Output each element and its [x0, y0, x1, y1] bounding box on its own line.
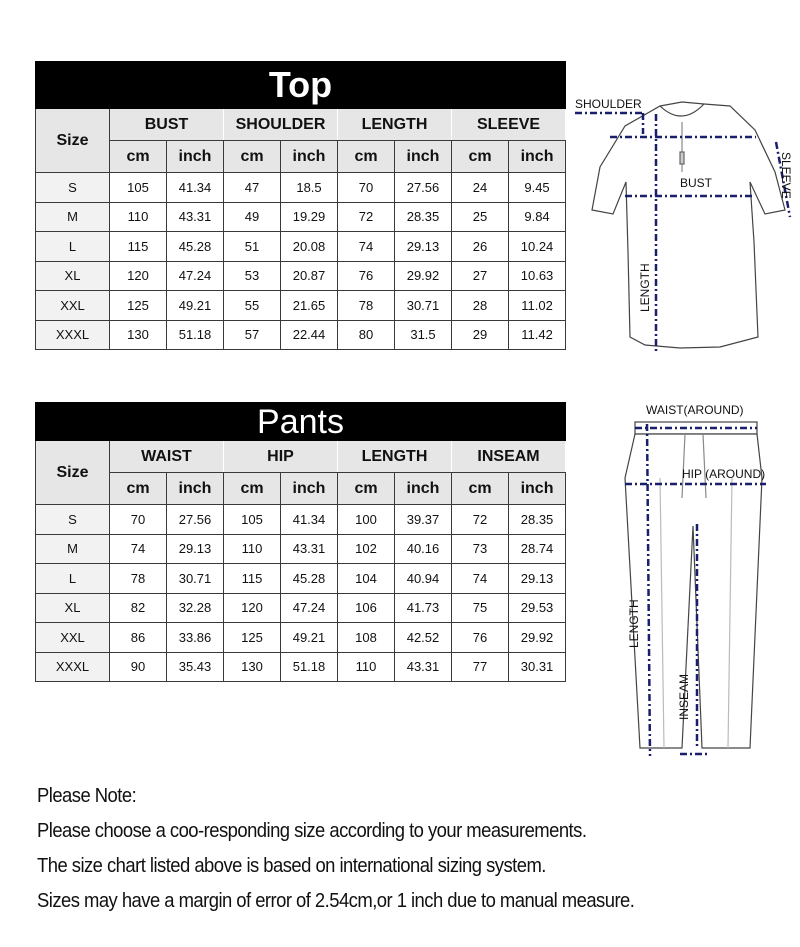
column-header-waist: WAIST	[110, 441, 224, 473]
value-cell: 32.28	[167, 593, 224, 623]
size-cell: M	[36, 202, 110, 232]
value-cell: 102	[338, 534, 395, 564]
value-cell: 78	[338, 291, 395, 321]
pants-size-table	[35, 402, 566, 682]
pants-table-title: Pants	[36, 403, 566, 441]
note-line: Sizes may have a margin of error of 2.54cm,or 1 inch due to manual measure.	[37, 889, 635, 912]
value-cell: 27.56	[167, 505, 224, 535]
value-cell: 80	[338, 320, 395, 350]
column-header-sleeve: SLEEVE	[452, 109, 566, 141]
value-cell: 22.44	[281, 320, 338, 350]
value-cell: 30.31	[509, 652, 566, 682]
value-cell: 28.35	[509, 505, 566, 535]
value-cell: 40.16	[395, 534, 452, 564]
value-cell: 57	[224, 320, 281, 350]
value-cell: 100	[338, 505, 395, 535]
value-cell: 9.84	[509, 202, 566, 232]
value-cell: 29	[452, 320, 509, 350]
table-row	[36, 564, 566, 594]
value-cell: 110	[110, 202, 167, 232]
value-cell: 47.24	[167, 261, 224, 291]
top-table-body	[36, 173, 566, 350]
table-row	[36, 291, 566, 321]
value-cell: 51	[224, 232, 281, 262]
value-cell: 31.5	[395, 320, 452, 350]
value-cell: 30.71	[167, 564, 224, 594]
value-cell: 77	[452, 652, 509, 682]
table-row	[36, 173, 566, 203]
value-cell: 29.92	[509, 623, 566, 653]
value-cell: 74	[110, 534, 167, 564]
value-cell: 78	[110, 564, 167, 594]
value-cell: 49.21	[167, 291, 224, 321]
notes-heading: Please Note:	[37, 784, 137, 807]
value-cell: 74	[338, 232, 395, 262]
value-cell: 105	[110, 173, 167, 203]
value-cell: 35.43	[167, 652, 224, 682]
value-cell: 20.08	[281, 232, 338, 262]
value-cell: 51.18	[167, 320, 224, 350]
value-cell: 11.42	[509, 320, 566, 350]
value-cell: 53	[224, 261, 281, 291]
value-cell: 72	[338, 202, 395, 232]
unit-header: inch	[281, 141, 338, 173]
value-cell: 26	[452, 232, 509, 262]
pants-measurement-diagram	[600, 398, 800, 760]
table-row	[36, 261, 566, 291]
value-cell: 29.53	[509, 593, 566, 623]
value-cell: 76	[338, 261, 395, 291]
value-cell: 130	[224, 652, 281, 682]
value-cell: 29.13	[167, 534, 224, 564]
value-cell: 43.31	[281, 534, 338, 564]
shirt-measurement-diagram	[570, 92, 800, 362]
unit-header: inch	[167, 473, 224, 505]
value-cell: 20.87	[281, 261, 338, 291]
value-cell: 9.45	[509, 173, 566, 203]
size-cell: M	[36, 534, 110, 564]
table-row	[36, 623, 566, 653]
column-header-bust: BUST	[110, 109, 224, 141]
value-cell: 110	[224, 534, 281, 564]
value-cell: 74	[452, 564, 509, 594]
inseam-label: INSEAM	[677, 673, 691, 720]
value-cell: 28.35	[395, 202, 452, 232]
value-cell: 27	[452, 261, 509, 291]
value-cell: 33.86	[167, 623, 224, 653]
value-cell: 43.31	[395, 652, 452, 682]
value-cell: 76	[452, 623, 509, 653]
value-cell: 49	[224, 202, 281, 232]
unit-header: inch	[281, 473, 338, 505]
size-cell: XXL	[36, 291, 110, 321]
pants-table-body	[36, 505, 566, 682]
sleeve-label: SLEEVE	[779, 152, 793, 199]
value-cell: 115	[110, 232, 167, 262]
note-line: Please choose a coo-responding size according to your measurements.	[37, 819, 587, 842]
value-cell: 41.34	[167, 173, 224, 203]
shoulder-label: SHOULDER	[575, 97, 642, 111]
value-cell: 70	[110, 505, 167, 535]
size-cell: XXXL	[36, 320, 110, 350]
value-cell: 29.13	[395, 232, 452, 262]
unit-header: inch	[509, 141, 566, 173]
top-size-table	[35, 61, 566, 350]
length-label: LENGTH	[638, 263, 652, 312]
size-header: Size	[36, 441, 110, 505]
unit-header: cm	[224, 141, 281, 173]
value-cell: 30.71	[395, 291, 452, 321]
size-cell: XL	[36, 261, 110, 291]
value-cell: 10.24	[509, 232, 566, 262]
unit-header: cm	[338, 141, 395, 173]
table-row	[36, 505, 566, 535]
value-cell: 72	[452, 505, 509, 535]
unit-header: cm	[452, 473, 509, 505]
unit-header: cm	[110, 473, 167, 505]
table-row	[36, 534, 566, 564]
column-header-length: LENGTH	[338, 441, 452, 473]
value-cell: 27.56	[395, 173, 452, 203]
unit-header: inch	[395, 141, 452, 173]
value-cell: 19.29	[281, 202, 338, 232]
notes-section	[37, 778, 634, 918]
size-cell: S	[36, 505, 110, 535]
value-cell: 90	[110, 652, 167, 682]
unit-header: cm	[452, 141, 509, 173]
size-cell: S	[36, 173, 110, 203]
size-cell: XXL	[36, 623, 110, 653]
unit-header: cm	[338, 473, 395, 505]
column-header-length: LENGTH	[338, 109, 452, 141]
value-cell: 24	[452, 173, 509, 203]
bust-label: BUST	[680, 176, 713, 190]
value-cell: 125	[110, 291, 167, 321]
value-cell: 21.65	[281, 291, 338, 321]
value-cell: 82	[110, 593, 167, 623]
value-cell: 120	[224, 593, 281, 623]
value-cell: 130	[110, 320, 167, 350]
value-cell: 110	[338, 652, 395, 682]
unit-header: inch	[395, 473, 452, 505]
unit-header: cm	[110, 141, 167, 173]
value-cell: 29.13	[509, 564, 566, 594]
table-row	[36, 320, 566, 350]
value-cell: 86	[110, 623, 167, 653]
value-cell: 45.28	[167, 232, 224, 262]
value-cell: 40.94	[395, 564, 452, 594]
table-row	[36, 202, 566, 232]
value-cell: 106	[338, 593, 395, 623]
value-cell: 55	[224, 291, 281, 321]
value-cell: 75	[452, 593, 509, 623]
size-cell: L	[36, 564, 110, 594]
table-row	[36, 593, 566, 623]
value-cell: 11.02	[509, 291, 566, 321]
column-header-shoulder: SHOULDER	[224, 109, 338, 141]
value-cell: 73	[452, 534, 509, 564]
value-cell: 70	[338, 173, 395, 203]
length-label: LENGTH	[627, 599, 641, 648]
value-cell: 49.21	[281, 623, 338, 653]
size-header: Size	[36, 109, 110, 173]
value-cell: 104	[338, 564, 395, 594]
column-header-hip: HIP	[224, 441, 338, 473]
value-cell: 41.34	[281, 505, 338, 535]
value-cell: 29.92	[395, 261, 452, 291]
waist-label: WAIST(AROUND)	[646, 403, 744, 417]
value-cell: 120	[110, 261, 167, 291]
unit-header: cm	[224, 473, 281, 505]
value-cell: 18.5	[281, 173, 338, 203]
value-cell: 39.37	[395, 505, 452, 535]
value-cell: 51.18	[281, 652, 338, 682]
unit-header: inch	[509, 473, 566, 505]
table-row	[36, 232, 566, 262]
size-cell: XL	[36, 593, 110, 623]
top-table-title: Top	[36, 62, 566, 109]
value-cell: 42.52	[395, 623, 452, 653]
unit-header: inch	[167, 141, 224, 173]
value-cell: 41.73	[395, 593, 452, 623]
value-cell: 28	[452, 291, 509, 321]
value-cell: 28.74	[509, 534, 566, 564]
value-cell: 43.31	[167, 202, 224, 232]
value-cell: 25	[452, 202, 509, 232]
value-cell: 125	[224, 623, 281, 653]
column-header-inseam: INSEAM	[452, 441, 566, 473]
value-cell: 105	[224, 505, 281, 535]
value-cell: 47	[224, 173, 281, 203]
shirt-illustration-icon	[592, 102, 785, 348]
value-cell: 108	[338, 623, 395, 653]
value-cell: 10.63	[509, 261, 566, 291]
note-line: The size chart listed above is based on international sizing system.	[37, 854, 546, 877]
value-cell: 115	[224, 564, 281, 594]
value-cell: 47.24	[281, 593, 338, 623]
table-row	[36, 652, 566, 682]
value-cell: 45.28	[281, 564, 338, 594]
size-cell: XXXL	[36, 652, 110, 682]
size-cell: L	[36, 232, 110, 262]
hip-label: HIP (AROUND)	[682, 467, 766, 481]
